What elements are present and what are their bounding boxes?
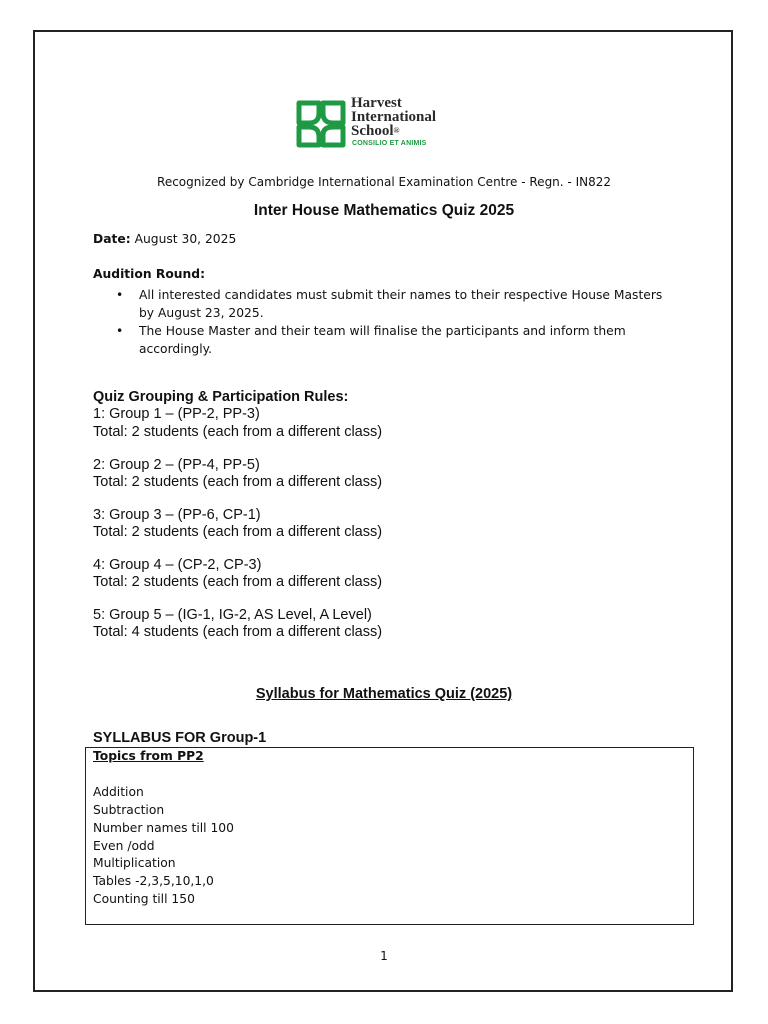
group-3-total: Total: 2 students (each from a different class) bbox=[93, 524, 383, 540]
date-value: August 30, 2025 bbox=[130, 232, 237, 246]
topic-item: Even /odd bbox=[93, 839, 155, 853]
logo-line-international: International bbox=[351, 109, 437, 125]
topic-item: Multiplication bbox=[93, 856, 176, 870]
logo-motto: CONSILIO ET ANIMIS bbox=[352, 140, 427, 147]
group-3-name: 3: Group 3 – (PP-6, CP-1) bbox=[93, 507, 261, 523]
topics-heading: Topics from PP2 bbox=[93, 749, 204, 763]
audition-bullet bbox=[116, 286, 699, 322]
bullet-text-line: by August 23, 2025. bbox=[139, 306, 264, 320]
syllabus-group-heading: SYLLABUS FOR Group-1 bbox=[93, 730, 267, 746]
group-5-name: 5: Group 5 – (IG-1, IG-2, AS Level, A Level) bbox=[93, 607, 372, 623]
bullet-text-line: All interested candidates must submit their names to their respective House Masters bbox=[139, 288, 663, 302]
group-2-name: 2: Group 2 – (PP-4, PP-5) bbox=[93, 457, 260, 473]
syllabus-title: Syllabus for Mathematics Quiz (2025) bbox=[255, 686, 513, 702]
topic-item: Subtraction bbox=[93, 803, 165, 817]
group-4-total: Total: 2 students (each from a different class) bbox=[93, 574, 383, 590]
group-1-name: 1: Group 1 – (PP-2, PP-3) bbox=[93, 406, 260, 422]
leaf-emblem-icon bbox=[295, 99, 347, 149]
page-number: 1 bbox=[380, 949, 388, 963]
logo-line-harvest: Harvest bbox=[351, 95, 402, 111]
school-logo bbox=[295, 96, 475, 156]
logo-line-school: School bbox=[351, 123, 394, 139]
group-4-name: 4: Group 4 – (CP-2, CP-3) bbox=[93, 557, 262, 573]
recognition-line: Recognized by Cambridge International Examination Centre - Regn. - IN822 bbox=[157, 175, 611, 189]
group-1-total: Total: 2 students (each from a different class) bbox=[93, 424, 383, 440]
group-2-total: Total: 2 students (each from a different class) bbox=[93, 474, 383, 490]
date-label: Date: bbox=[93, 232, 131, 246]
audition-bullet-list bbox=[116, 286, 699, 358]
bullet-icon: • bbox=[116, 288, 124, 302]
topic-item: Tables -2,3,5,10,1,0 bbox=[93, 874, 214, 888]
document-title: Inter House Mathematics Quiz 2025 bbox=[253, 202, 515, 219]
audition-heading: Audition Round: bbox=[93, 267, 206, 281]
bullet-text-line: The House Master and their team will finalise the participants and inform them bbox=[139, 324, 626, 338]
rules-heading: Quiz Grouping & Participation Rules: bbox=[93, 389, 349, 405]
group-5-total: Total: 4 students (each from a different class) bbox=[93, 624, 383, 640]
topic-item: Number names till 100 bbox=[93, 821, 234, 835]
audition-bullet bbox=[116, 322, 699, 358]
bullet-text-line: accordingly. bbox=[139, 342, 213, 356]
topic-item: Addition bbox=[93, 785, 144, 799]
bullet-icon: • bbox=[116, 324, 124, 338]
topic-item: Counting till 150 bbox=[93, 892, 195, 906]
date-line bbox=[93, 232, 236, 246]
logo-reg-mark: ® bbox=[393, 126, 400, 135]
logo-wordmark bbox=[351, 96, 436, 138]
